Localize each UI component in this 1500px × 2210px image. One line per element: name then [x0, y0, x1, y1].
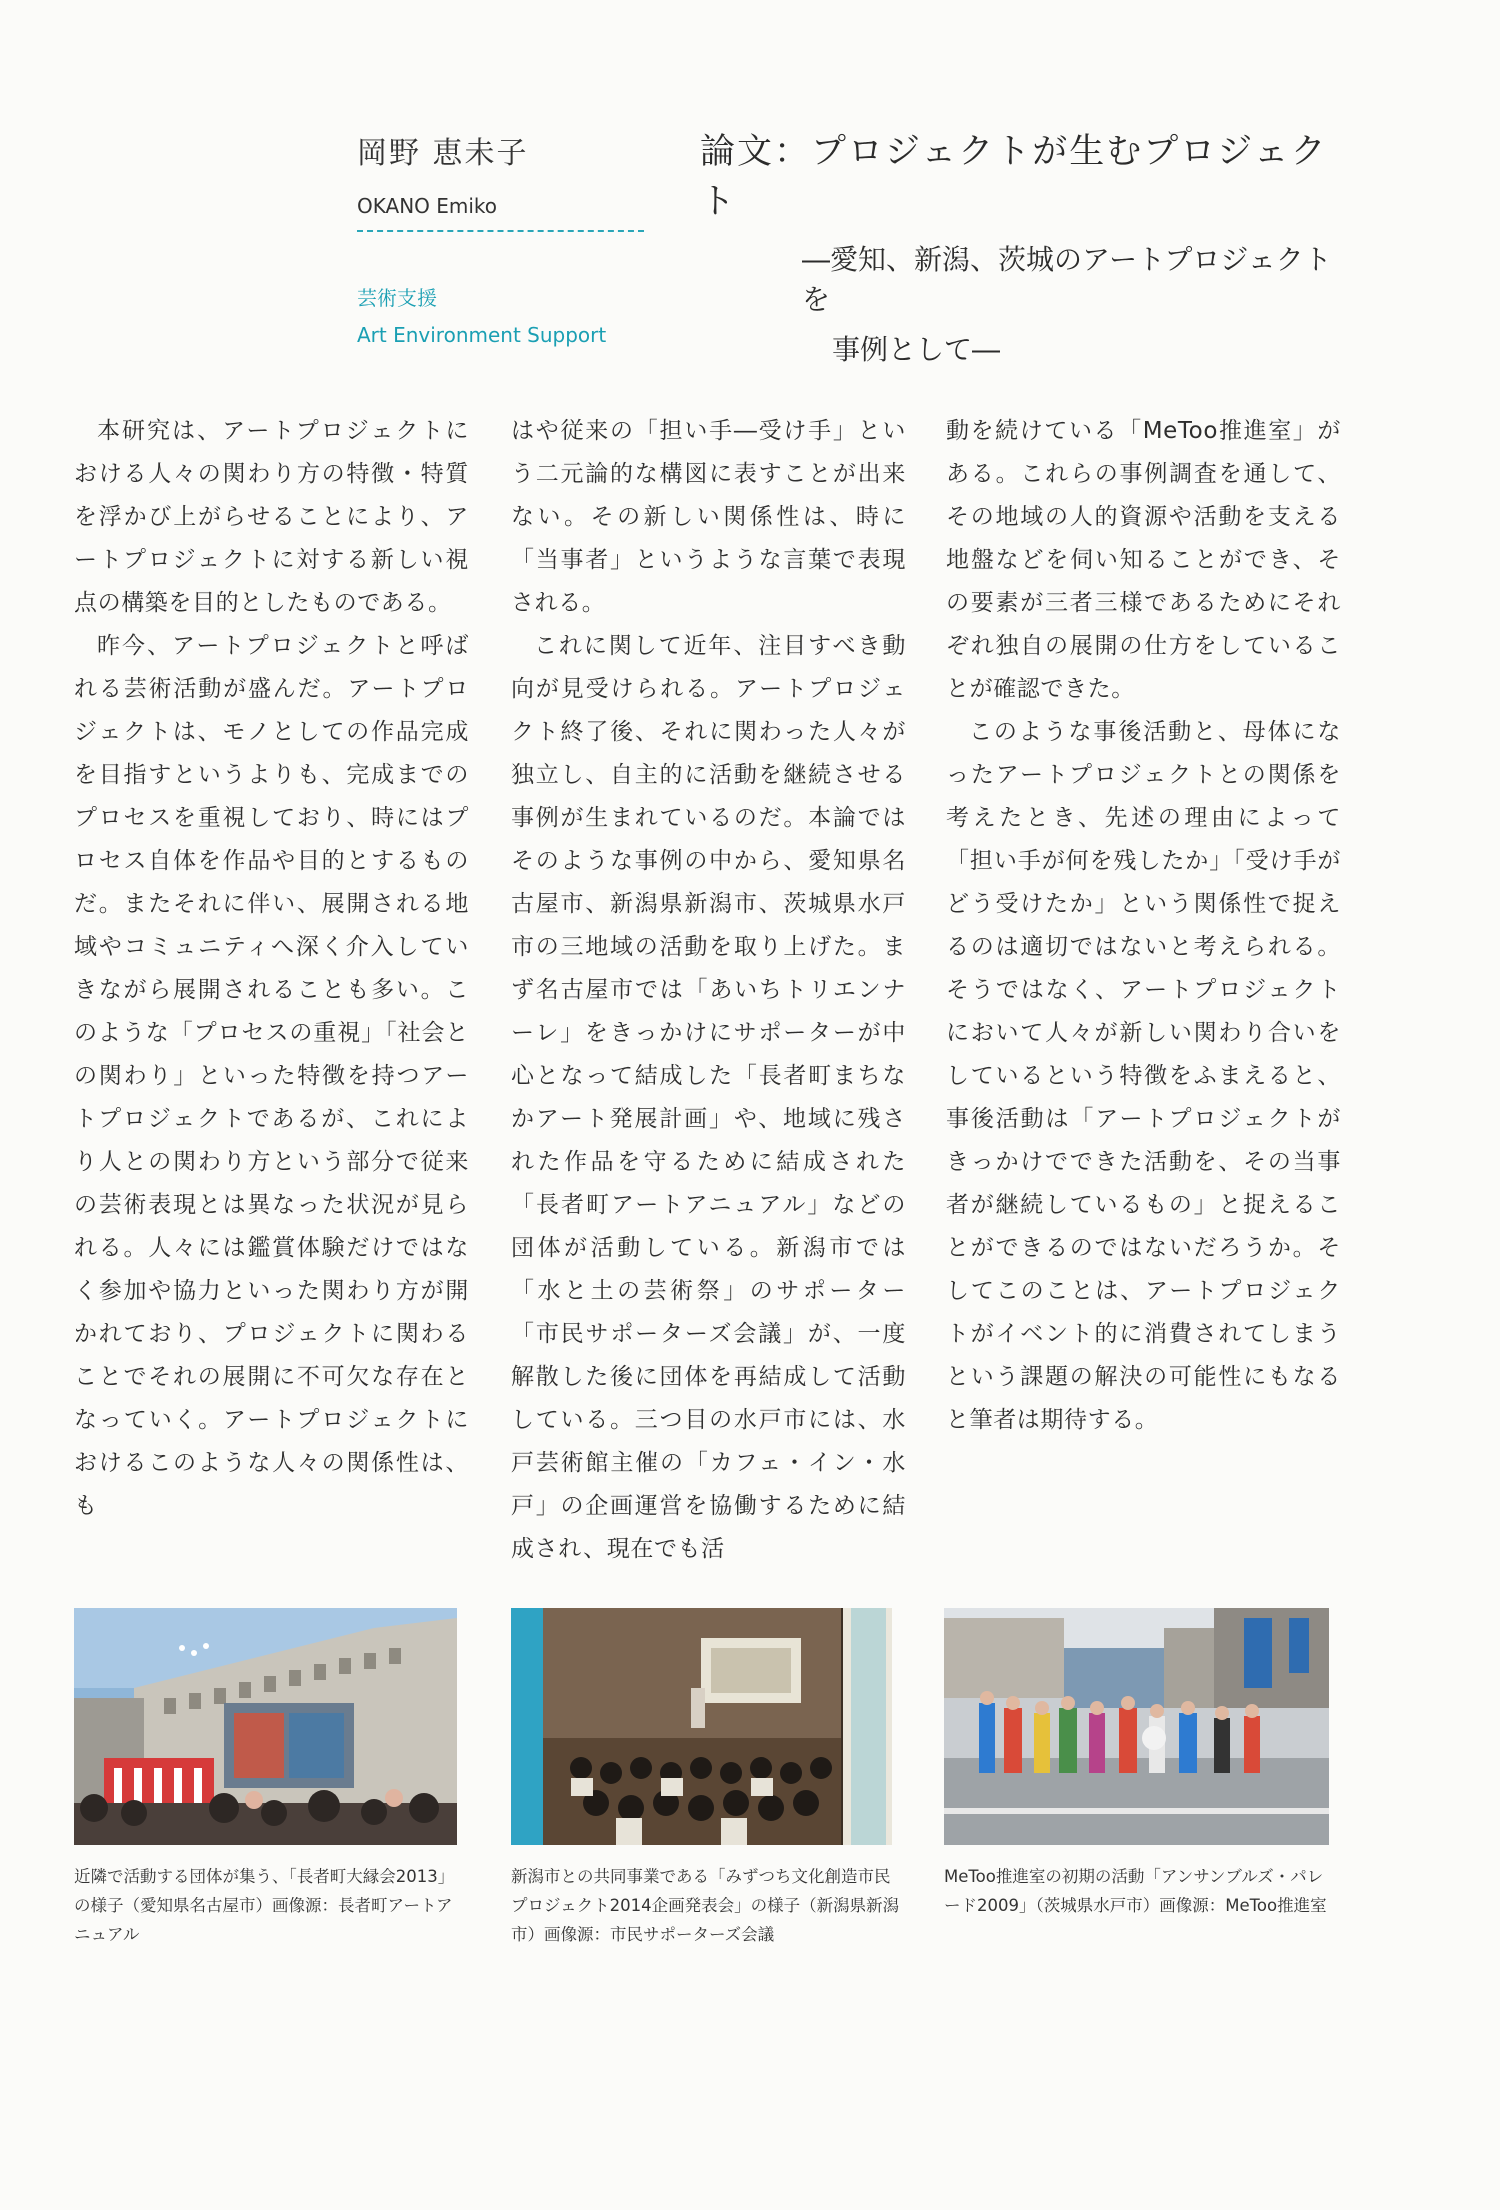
body-column-1: [74, 410, 469, 1528]
paragraph: このような事後活動と、母体になったアートプロジェクトとの関係を考えたとき、先述の理由によって「担い手が何を残したか」「受け手がどう受けたか」という関係性で捉えるのは適切ではないと考えられる。そうではなく、アートプロジェクトにおいて人々が新しい関わり合いをしているという特徴をふまえると、事後活動は「アートプロジェクトがきっかけでできた活動を、その当事者が継続しているもの」と捉えることができるのではないだろうか。そしてこのことは、アートプロジェクトがイベント的に消費されてしまうという課題の解決の可能性にもなると筆者は期待する。: [946, 719, 1341, 1433]
presentation-photo: [511, 1608, 892, 1845]
paragraph: これに関して近年、注目すべき動向が見受けられる。アートプロジェクト終了後、それに関わった人々が独立し、自主的に活動を継続させる事例が生まれているのだ。本論ではそのような事例の中から、愛知県名古屋市、新潟県新潟市、茨城県水戸市の三地域の活動を取り上げた。まず名古屋市では「あいちトリエンナーレ」をきっかけにサポーターが中心となって結成した「長者町まちなかアート発展計画」や、地域に残された作品を守るために結成された「長者町アートアニュアル」などの団体が活動している。新潟市では「水と土の芸術祭」のサポーター「市民サポーターズ会議」が、一度解散した後に団体を再結成して活動している。三つ目の水戸市には、水戸芸術館主催の「カフェ・イン・水戸」の企画運営を協働するために結成され、現在でも活: [511, 633, 906, 1562]
author-name-en: OKANO Emiko: [357, 194, 498, 218]
photo-caption-2: 新潟市との共同事業である「みずつち文化創造市民プロジェクト2014企画発表会」の様子（新潟県新潟市）画像源：市民サポーターズ会議: [511, 1867, 900, 1944]
article-subtitle-line1: ―愛知、新潟、茨城のアートプロジェクトを: [802, 243, 1332, 316]
paragraph: 動を続けている「MeToo推進室」がある。これらの事例調査を通して、その地域の人的資源や活動を支える地盤などを伺い知ることができ、その要素が三者三様であるためにそれぞれ独自の展開の仕方をしていることが確認できた。: [946, 418, 1341, 702]
field-label-ja: 芸術支援: [357, 286, 437, 310]
author-divider: [357, 230, 644, 232]
article-subtitle-line2: 事例として―: [832, 333, 1001, 366]
paragraph: 昨今、アートプロジェクトと呼ばれる芸術活動が盛んだ。アートプロジェクトは、モノとしての作品完成を目指すというよりも、完成までのプロセスを重視しており、時にはプロセス自体を作品や目的とするものだ。またそれに伴い、展開される地域やコミュニティへ深く介入していきながら展開されることも多い。このような「プロセスの重視」「社会との関わり」といった特徴を持つアートプロジェクトであるが、これにより人との関わり方という部分で従来の芸術表現とは異なった状況が見られる。人々には鑑賞体験だけではなく参加や協力といった関わり方が開かれており、プロジェクトに関わることでそれの展開に不可欠な存在となっていく。アートプロジェクトにおけるこのような人々の関係性は、も: [74, 633, 469, 1519]
body-column-2: [511, 410, 906, 1571]
festival-photo: [74, 1608, 457, 1845]
body-column-3: [946, 410, 1341, 1442]
photo-caption-1: 近隣で活動する団体が集う、「長者町大縁会2013」の様子（愛知県名古屋市）画像源：長者町アートアニュアル: [74, 1867, 455, 1944]
photo-caption-3: MeToo推進室の初期の活動「アンサンブルズ・パレード2009」（茨城県水戸市）画像源：MeToo推進室: [944, 1867, 1327, 1915]
field-block: [357, 282, 606, 347]
author-name-ja: 岡野 恵未子: [357, 136, 529, 171]
field-label-en: Art Environment Support: [357, 323, 607, 347]
article-title: 論文：プロジェクトが生むプロジェクト: [700, 132, 1328, 222]
parade-photo: [944, 1608, 1329, 1845]
title-block: [700, 124, 1340, 368]
paragraph: はや従来の「担い手―受け手」という二元論的な構図に表すことが出来ない。その新しい関係性は、時に「当事者」というような言葉で表現される。: [511, 418, 906, 616]
author-block: [357, 128, 644, 232]
paragraph: 本研究は、アートプロジェクトにおける人々の関わり方の特徴・特質を浮かび上がらせることにより、アートプロジェクトに対する新しい視点の構築を目的としたものである。: [74, 418, 469, 616]
